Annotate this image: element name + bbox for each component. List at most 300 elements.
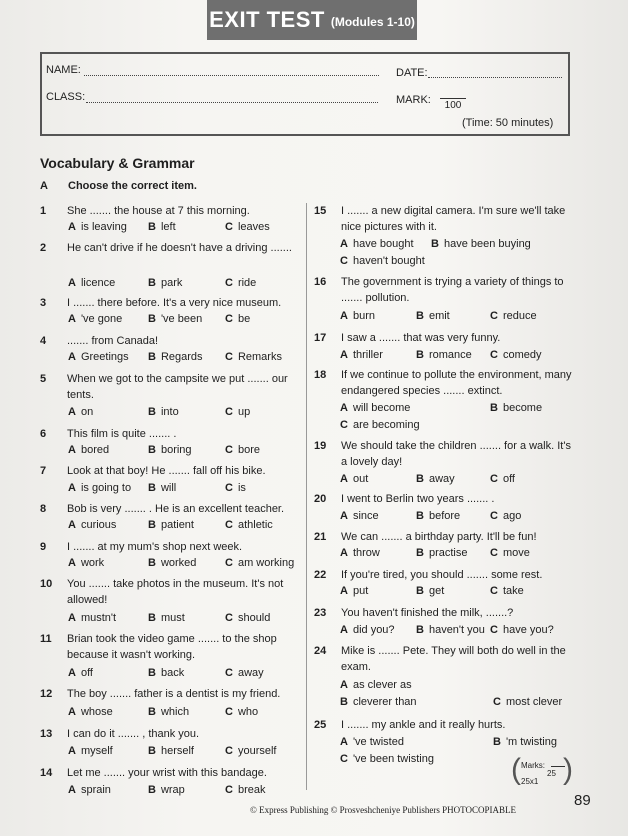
option-letter: A	[68, 667, 76, 679]
date-label: DATE:	[396, 67, 428, 79]
option-letter: C	[225, 667, 233, 679]
question-stem: Bob is very ....... . He is an excellent teacher.	[67, 503, 285, 515]
option-text: Regards	[160, 351, 203, 363]
option-text: be	[237, 313, 251, 325]
option-letter: A	[68, 406, 76, 418]
option-a[interactable]	[340, 308, 375, 324]
option-letter: C	[340, 255, 348, 267]
option-text: ride	[237, 277, 257, 289]
option-a[interactable]	[68, 349, 129, 365]
option-letter: B	[148, 745, 156, 757]
option-letter: A	[68, 706, 76, 718]
question-number: 11	[40, 633, 52, 645]
option-letter: B	[416, 510, 424, 522]
question-number: 2	[40, 242, 47, 254]
question-number: 3	[40, 297, 47, 309]
option-b[interactable]	[148, 442, 192, 458]
option-b[interactable]	[490, 400, 542, 416]
option-text: most clever	[505, 696, 563, 708]
option-letter: A	[68, 221, 76, 233]
option-c[interactable]	[225, 219, 270, 235]
option-letter: B	[416, 473, 424, 485]
option-letter: C	[225, 557, 233, 569]
option-b[interactable]	[148, 665, 184, 681]
option-letter: C	[225, 351, 233, 363]
option-text: have been buying	[443, 238, 531, 250]
mark-field[interactable]	[440, 98, 466, 99]
option-text: curious	[80, 519, 117, 531]
option-b[interactable]	[431, 236, 531, 252]
option-a[interactable]	[68, 275, 115, 291]
question-stem: He can't drive if he doesn't have a driving .......	[67, 242, 292, 254]
option-a[interactable]	[68, 782, 111, 798]
question-number: 5	[40, 373, 47, 385]
option-text: have you?	[502, 624, 554, 636]
option-letter: B	[148, 482, 156, 494]
question-number: 23	[314, 607, 327, 619]
option-c[interactable]	[490, 545, 530, 561]
option-text: comedy	[502, 349, 542, 361]
name-label: NAME:	[46, 64, 81, 76]
option-a[interactable]	[68, 480, 131, 496]
question-number: 9	[40, 541, 47, 553]
option-text: whose	[80, 706, 113, 718]
option-c[interactable]	[490, 583, 524, 599]
task-instruction	[40, 180, 197, 192]
option-letter: C	[490, 624, 498, 636]
option-text: on	[80, 406, 94, 418]
option-letter: B	[490, 402, 498, 414]
question-stem: When we got to the campsite we put ....... our tents.	[67, 373, 288, 401]
option-b[interactable]	[416, 545, 467, 561]
option-b[interactable]	[148, 311, 202, 327]
copyright-footer: © Express Publishing © Prosveshcheniye Publishers PHOTOCOPIABLE	[250, 805, 517, 815]
option-text: am working	[237, 557, 295, 569]
option-text: back	[160, 667, 185, 679]
title-banner	[207, 0, 417, 40]
option-text: away	[428, 473, 455, 485]
question-number: 6	[40, 428, 47, 440]
option-letter: B	[416, 547, 424, 559]
question-number: 4	[40, 335, 47, 347]
option-letter: A	[340, 238, 348, 250]
option-text: cleverer than	[352, 696, 417, 708]
option-text: should	[237, 612, 271, 624]
option-text: throw	[352, 547, 380, 559]
option-text: burn	[352, 310, 375, 322]
question-number: 18	[314, 369, 327, 381]
option-c[interactable]	[490, 622, 554, 638]
option-text: 've been twisting	[352, 753, 434, 765]
option-text: mustn't	[80, 612, 117, 624]
option-text: put	[352, 585, 369, 597]
option-letter: A	[68, 313, 76, 325]
option-letter: A	[68, 745, 76, 757]
option-b[interactable]	[148, 480, 176, 496]
option-text: bored	[80, 444, 110, 456]
option-text: work	[80, 557, 105, 569]
option-text: romance	[428, 349, 472, 361]
option-letter: A	[68, 612, 76, 624]
option-text: ago	[502, 510, 522, 522]
option-text: become	[502, 402, 543, 414]
option-text: practise	[428, 547, 468, 559]
option-a[interactable]	[68, 555, 104, 571]
option-letter: A	[68, 444, 76, 456]
question-stem: I ....... at my mum's shop next week.	[67, 541, 243, 553]
question-number: 19	[314, 440, 327, 452]
option-text: yourself	[237, 745, 277, 757]
option-letter: A	[68, 482, 76, 494]
question-stem: I can do it ....... , thank you.	[67, 728, 200, 740]
question-stem: I went to Berlin two years ....... .	[341, 493, 495, 505]
option-a[interactable]	[68, 442, 109, 458]
option-c[interactable]	[493, 694, 562, 710]
option-a[interactable]	[68, 404, 93, 420]
option-letter: B	[416, 585, 424, 597]
option-c[interactable]	[225, 665, 264, 681]
option-letter: C	[225, 444, 233, 456]
mark-fraction	[440, 98, 466, 111]
name-field[interactable]	[84, 75, 379, 76]
option-text: 've gone	[80, 313, 123, 325]
option-c[interactable]	[490, 471, 515, 487]
option-letter: A	[340, 624, 348, 636]
question-stem: You ....... take photos in the museum. It's not allowed!	[67, 578, 284, 606]
question-stem: We can ....... a birthday party. It'll be fun!	[341, 531, 537, 543]
option-letter: A	[68, 784, 76, 796]
option-a[interactable]	[340, 622, 395, 638]
open-bracket: (	[511, 753, 521, 786]
option-letter: A	[340, 585, 348, 597]
question-stem: I saw a ....... that was very funny.	[341, 332, 501, 344]
option-letter: C	[225, 221, 233, 233]
option-c[interactable]	[225, 480, 246, 496]
question-stem: I ....... a new digital camera. I'm sure we'll take nice pictures with it.	[341, 205, 566, 233]
option-text: is	[237, 482, 246, 494]
close-bracket: )	[563, 753, 573, 786]
option-letter: B	[148, 557, 156, 569]
question-number: 13	[40, 728, 53, 740]
option-c[interactable]	[225, 743, 276, 759]
option-letter: C	[490, 310, 498, 322]
page-number: 89	[574, 792, 591, 809]
option-c[interactable]	[225, 275, 256, 291]
option-letter: C	[490, 473, 498, 485]
column-divider	[306, 203, 307, 790]
option-text: wrap	[160, 784, 185, 796]
option-text: emit	[428, 310, 450, 322]
question-stem: If we continue to pollute the environment, many endangered species ....... extinct.	[341, 369, 572, 397]
option-text: will become	[352, 402, 411, 414]
option-b[interactable]	[416, 583, 444, 599]
option-c[interactable]	[340, 253, 425, 269]
option-letter: C	[225, 519, 233, 531]
option-text: athletic	[237, 519, 273, 531]
option-letter: C	[490, 510, 498, 522]
option-c[interactable]	[225, 311, 250, 327]
option-text: away	[237, 667, 264, 679]
question-stem: She ....... the house at 7 this morning.	[67, 205, 250, 217]
option-text: myself	[80, 745, 113, 757]
option-letter: B	[148, 277, 156, 289]
option-letter: B	[148, 221, 156, 233]
option-letter: C	[490, 585, 498, 597]
option-letter: B	[148, 313, 156, 325]
option-c[interactable]	[490, 347, 541, 363]
question-number: 7	[40, 465, 47, 477]
option-text: sprain	[80, 784, 111, 796]
option-a[interactable]	[68, 517, 116, 533]
option-text: as clever as	[352, 679, 412, 691]
option-letter: B	[416, 624, 424, 636]
option-b[interactable]	[148, 743, 194, 759]
option-b[interactable]	[416, 308, 450, 324]
option-c[interactable]	[225, 517, 273, 533]
option-a[interactable]	[340, 734, 404, 750]
option-letter: A	[340, 310, 348, 322]
option-text: boring	[160, 444, 192, 456]
option-text: off	[502, 473, 515, 485]
option-letter: C	[493, 696, 501, 708]
option-text: take	[502, 585, 524, 597]
option-text: reduce	[502, 310, 537, 322]
marks-multiplier: 25x1	[521, 777, 539, 786]
marks-total: 25	[547, 769, 556, 778]
task-text: Choose the correct item.	[68, 180, 197, 192]
option-letter: B	[148, 351, 156, 363]
option-text: break	[237, 784, 266, 796]
option-letter: A	[68, 519, 76, 531]
option-a[interactable]	[340, 471, 368, 487]
option-c[interactable]	[225, 349, 282, 365]
option-text: before	[428, 510, 461, 522]
option-text: Greetings	[80, 351, 129, 363]
option-text: off	[80, 667, 93, 679]
option-text: out	[352, 473, 369, 485]
option-text: which	[160, 706, 190, 718]
option-text: park	[160, 277, 183, 289]
question-stem: ....... from Canada!	[67, 335, 159, 347]
option-letter: A	[340, 736, 348, 748]
option-text: leaves	[237, 221, 270, 233]
option-text: did you?	[352, 624, 395, 636]
question-number: 24	[314, 645, 327, 657]
option-text: left	[160, 221, 176, 233]
task-letter: A	[40, 180, 48, 192]
option-letter: A	[340, 349, 348, 361]
question-number: 8	[40, 503, 47, 515]
option-text: 've twisted	[352, 736, 404, 748]
question-number: 17	[314, 332, 327, 344]
option-b[interactable]	[493, 734, 557, 750]
option-c[interactable]	[225, 610, 270, 626]
option-a[interactable]	[340, 400, 410, 416]
option-letter: A	[340, 679, 348, 691]
option-letter: C	[225, 313, 233, 325]
question-stem: Brian took the video game ....... to the shop because it wasn't working.	[67, 633, 277, 661]
mark-total: 100	[444, 100, 462, 111]
option-text: are becoming	[352, 419, 420, 431]
question-stem: Let me ....... your wrist with this bandage.	[67, 767, 267, 779]
question-number: 16	[314, 276, 327, 288]
option-a[interactable]	[340, 545, 380, 561]
option-letter: C	[490, 349, 498, 361]
option-letter: C	[225, 482, 233, 494]
option-a[interactable]	[68, 610, 116, 626]
option-letter: B	[340, 696, 348, 708]
option-text: haven't bought	[352, 255, 425, 267]
question-stem: The government is trying a variety of things to ....... pollution.	[341, 276, 564, 304]
option-b[interactable]	[148, 704, 189, 720]
option-text: patient	[160, 519, 194, 531]
option-b[interactable]	[416, 508, 460, 524]
date-field[interactable]	[428, 77, 562, 78]
option-letter: C	[225, 612, 233, 624]
marks-box	[511, 753, 573, 793]
class-label: CLASS:	[46, 91, 86, 103]
option-letter: B	[148, 612, 156, 624]
option-b[interactable]	[340, 694, 417, 710]
option-b[interactable]	[148, 275, 182, 291]
option-letter: B	[431, 238, 439, 250]
question-number: 15	[314, 205, 327, 217]
question-number: 22	[314, 569, 327, 581]
option-text: get	[428, 585, 445, 597]
option-letter: A	[340, 510, 348, 522]
option-text: is going to	[80, 482, 132, 494]
option-letter: C	[225, 745, 233, 757]
option-c[interactable]	[340, 751, 434, 767]
question-number: 21	[314, 531, 327, 543]
option-letter: A	[68, 351, 76, 363]
option-text: haven't you	[428, 624, 485, 636]
option-c[interactable]	[225, 404, 250, 420]
option-b[interactable]	[148, 610, 185, 626]
question-stem: We should take the children ....... for a walk. It's a lovely day!	[341, 440, 571, 468]
option-b[interactable]	[148, 555, 196, 571]
option-b[interactable]	[416, 347, 472, 363]
test-subtitle: (Modules 1-10)	[330, 15, 415, 29]
marks-label: Marks:	[521, 761, 545, 770]
option-a[interactable]	[68, 665, 93, 681]
option-letter: B	[148, 406, 156, 418]
option-text: Remarks	[237, 351, 282, 363]
question-stem: You haven't finished the milk, .......?	[341, 607, 514, 619]
option-text: herself	[160, 745, 194, 757]
question-number: 12	[40, 688, 53, 700]
question-number: 25	[314, 719, 327, 731]
option-letter: B	[148, 444, 156, 456]
option-text: have bought	[352, 238, 414, 250]
option-a[interactable]	[68, 704, 113, 720]
option-letter: A	[340, 547, 348, 559]
option-letter: B	[416, 349, 424, 361]
option-c[interactable]	[340, 417, 420, 433]
option-a[interactable]	[68, 311, 122, 327]
option-letter: B	[416, 310, 424, 322]
option-text: licence	[80, 277, 116, 289]
section-title: Vocabulary & Grammar	[40, 155, 195, 171]
option-c[interactable]	[225, 782, 265, 798]
option-letter: B	[493, 736, 501, 748]
question-stem: Mike is ....... Pete. They will both do well in the exam.	[341, 645, 566, 673]
question-number: 10	[40, 578, 53, 590]
option-letter: A	[340, 473, 348, 485]
option-letter: A	[340, 402, 348, 414]
option-a[interactable]	[340, 677, 412, 693]
option-letter: B	[148, 519, 156, 531]
option-text: worked	[160, 557, 197, 569]
option-letter: C	[225, 406, 233, 418]
option-text: move	[502, 547, 530, 559]
mark-label: MARK:	[396, 94, 431, 106]
option-b[interactable]	[148, 349, 203, 365]
option-text: must	[160, 612, 185, 624]
option-c[interactable]	[490, 308, 537, 324]
option-text: who	[237, 706, 259, 718]
option-letter: C	[490, 547, 498, 559]
option-a[interactable]	[68, 743, 113, 759]
question-stem: If you're tired, you should ....... some rest.	[341, 569, 543, 581]
option-text: 've been	[160, 313, 203, 325]
option-a[interactable]	[340, 236, 414, 252]
option-c[interactable]	[225, 555, 294, 571]
question-number: 14	[40, 767, 53, 779]
option-letter: C	[225, 784, 233, 796]
option-b[interactable]	[148, 517, 194, 533]
option-letter: A	[68, 277, 76, 289]
option-letter: C	[225, 277, 233, 289]
option-text: into	[160, 406, 179, 418]
option-a[interactable]	[340, 508, 379, 524]
option-a[interactable]	[340, 583, 368, 599]
option-text: up	[237, 406, 251, 418]
option-letter: C	[225, 706, 233, 718]
option-b[interactable]	[148, 219, 176, 235]
option-c[interactable]	[225, 704, 258, 720]
test-title: EXIT TEST	[209, 7, 325, 32]
option-b[interactable]	[148, 782, 185, 798]
option-b[interactable]	[148, 404, 179, 420]
option-text: bore	[237, 444, 260, 456]
option-text: thriller	[352, 349, 383, 361]
option-letter: B	[148, 706, 156, 718]
option-c[interactable]	[490, 508, 521, 524]
option-letter: B	[148, 667, 156, 679]
question-stem: This film is quite ....... .	[67, 428, 177, 440]
option-b[interactable]	[416, 622, 485, 638]
option-text: is leaving	[80, 221, 127, 233]
question-stem: I ....... there before. It's a very nice museum.	[67, 297, 282, 309]
option-letter: B	[148, 784, 156, 796]
time-limit: (Time: 50 minutes)	[462, 117, 554, 129]
class-field[interactable]	[86, 102, 378, 103]
option-text: 'm twisting	[505, 736, 557, 748]
option-text: since	[352, 510, 379, 522]
question-number: 20	[314, 493, 327, 505]
option-c[interactable]	[225, 442, 260, 458]
question-stem: Look at that boy! He ....... fall off his bike.	[67, 465, 266, 477]
question-stem: The boy ....... father is a dentist is my friend.	[67, 688, 281, 700]
option-text: will	[160, 482, 177, 494]
option-letter: C	[340, 419, 348, 431]
option-a[interactable]	[68, 219, 127, 235]
option-letter: A	[68, 557, 76, 569]
option-b[interactable]	[416, 471, 455, 487]
option-a[interactable]	[340, 347, 383, 363]
question-stem: I ....... my ankle and it really hurts.	[341, 719, 506, 731]
